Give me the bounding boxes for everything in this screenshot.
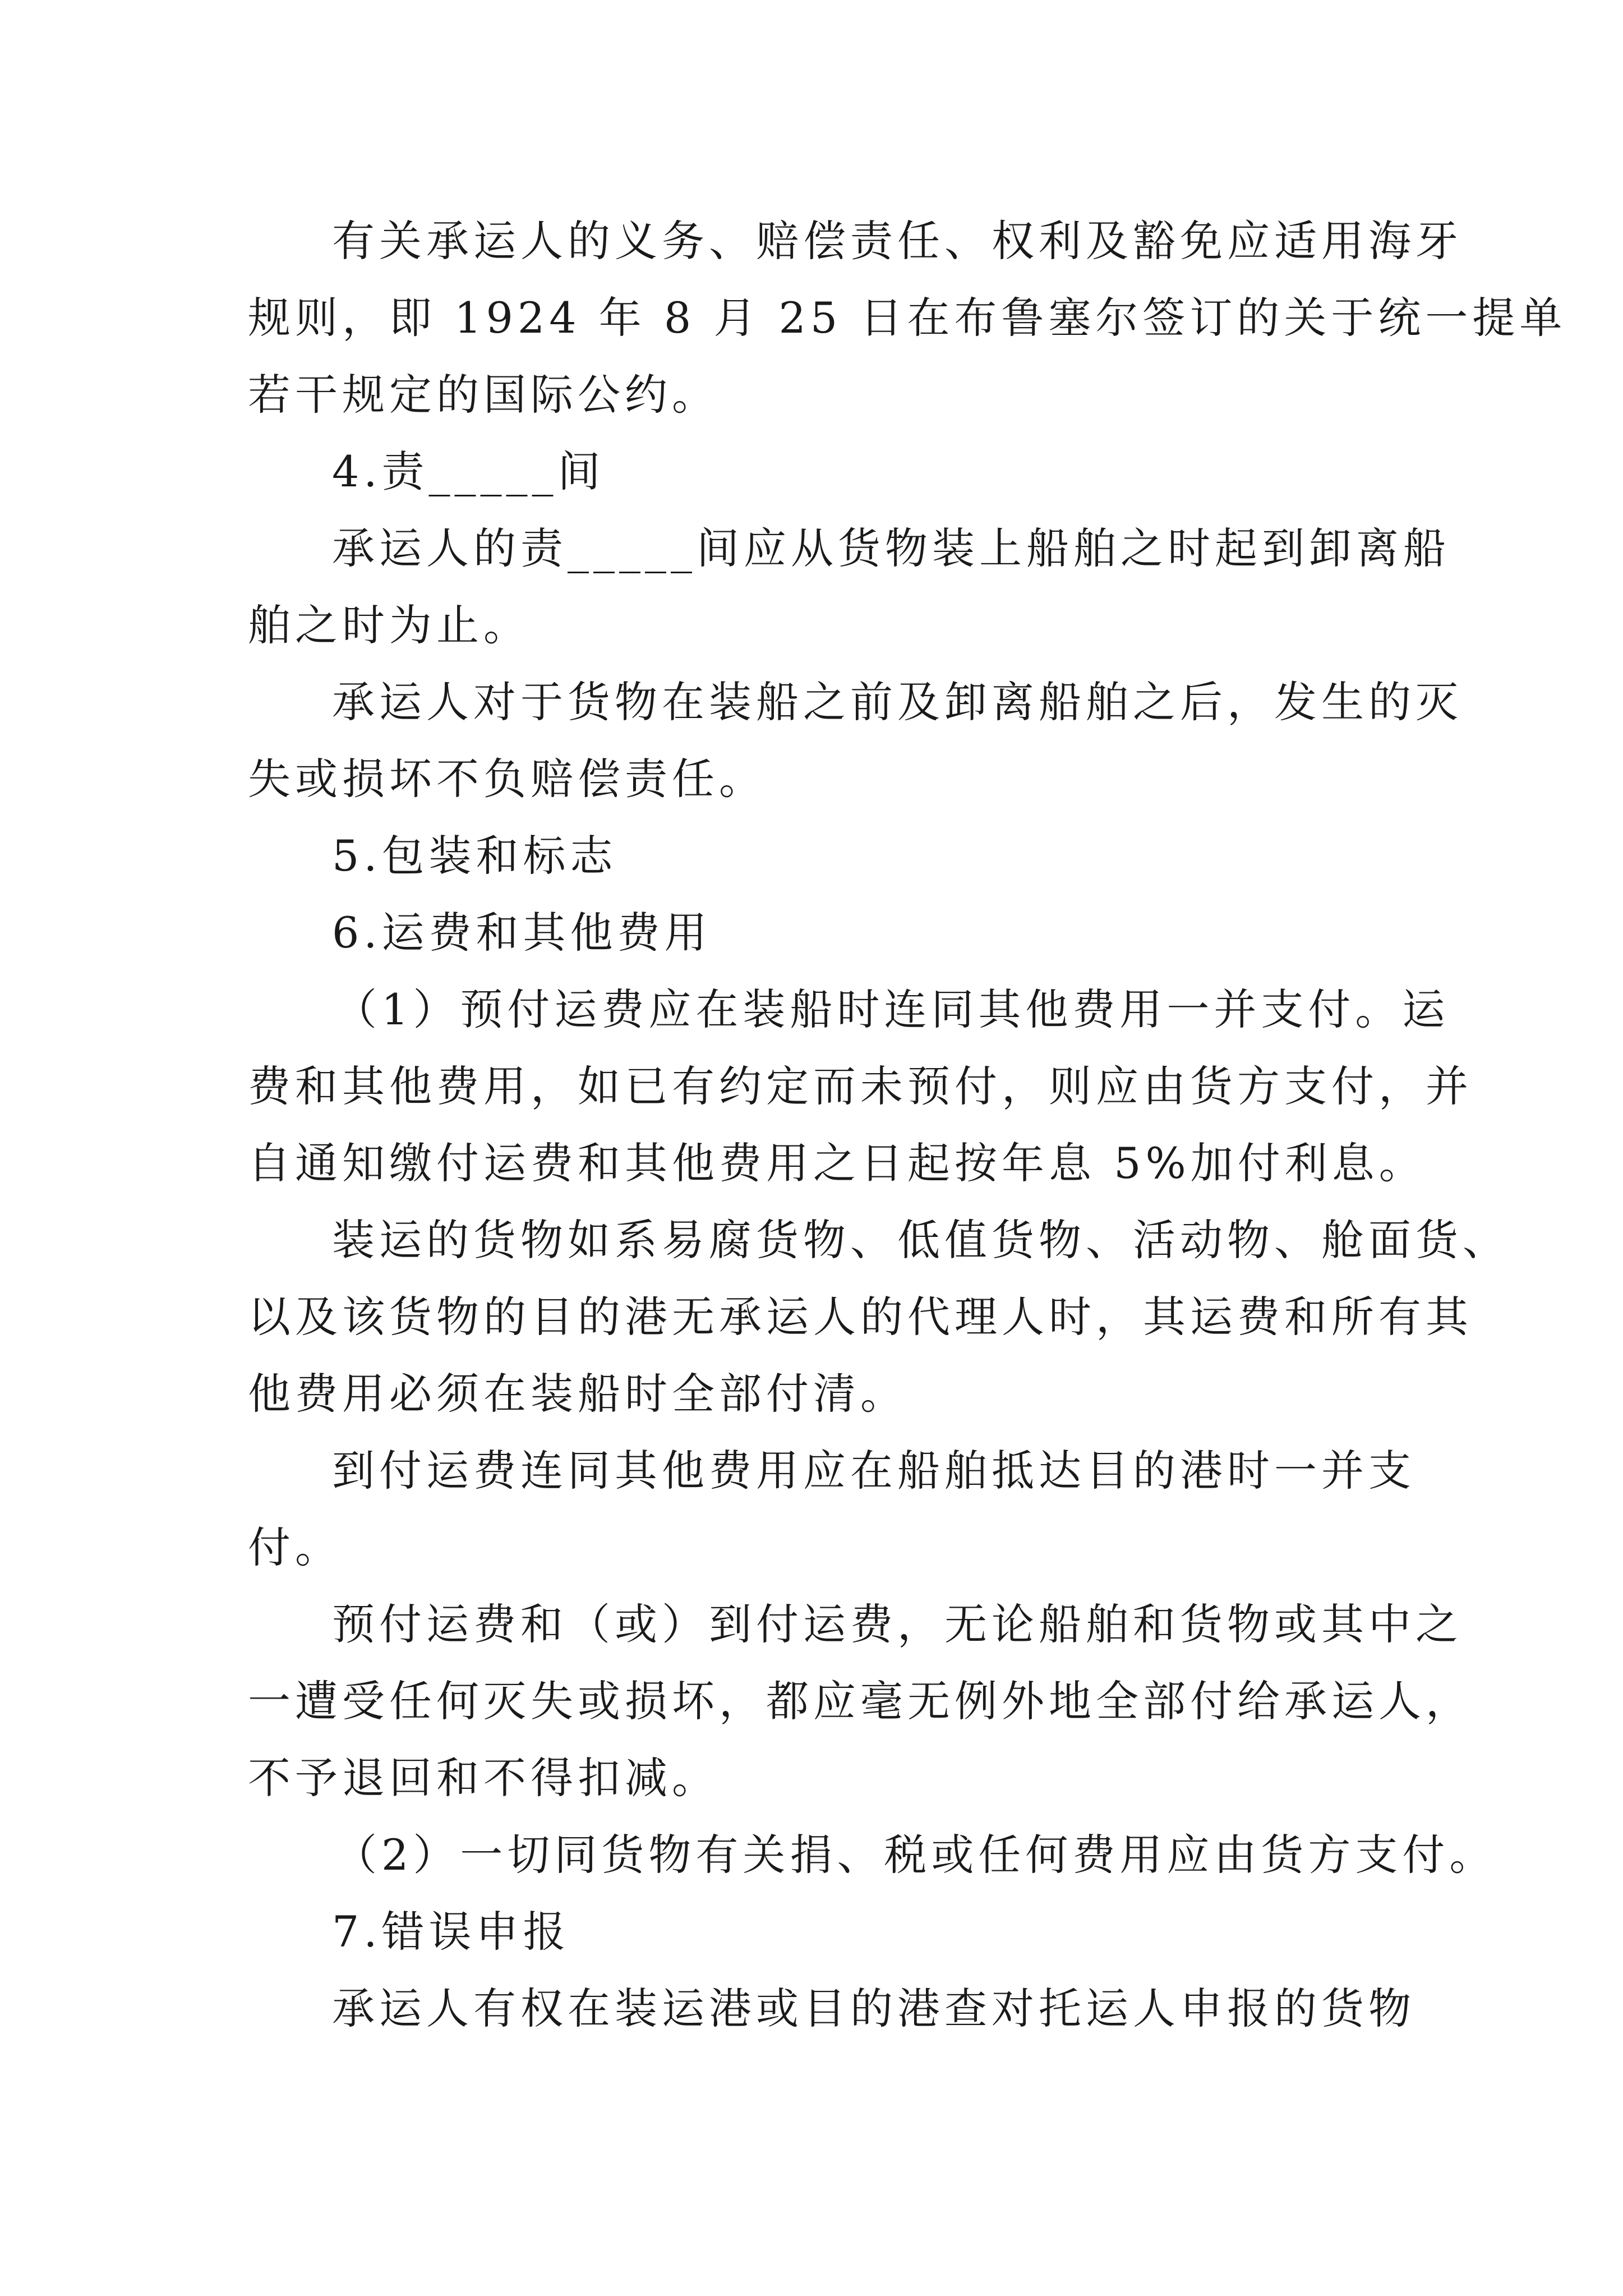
paragraph-line: 若干规定的国际公约。: [248, 370, 719, 420]
paragraph-line: 以及该货物的目的港无承运人的代理人时，其运费和所有其: [248, 1292, 1473, 1342]
paragraph-line: （1）预付运费应在装船时连同其他费用一并支付。运: [334, 984, 1450, 1034]
paragraph-line: 付。: [248, 1522, 342, 1572]
paragraph-line: （2）一切同货物有关捐、税或任何费用应由货方支付。: [334, 1830, 1497, 1880]
paragraph-line: 费和其他费用，如已有约定而未预付，则应由货方支付，并: [248, 1061, 1473, 1111]
section-heading: 7.错误申报: [332, 1907, 570, 1957]
paragraph-line: 预付运费和（或）到付运费，无论船舶和货物或其中之: [332, 1599, 1463, 1649]
section-heading: 5.包装和标志: [332, 831, 617, 881]
section-heading: 4.责_____间: [332, 447, 605, 496]
paragraph-line: 失或损坏不负赔偿责任。: [248, 754, 766, 804]
paragraph-line: 不予退回和不得扣减。: [248, 1753, 719, 1803]
paragraph-line: 承运人有权在装运港或目的港查对托运人申报的货物: [332, 1984, 1415, 2033]
paragraph-line: 到付运费连同其他费用应在船舶抵达目的港时一并支: [332, 1446, 1415, 1496]
paragraph-line: 承运人对于货物在装船之前及卸离船舶之后，发生的灭: [332, 677, 1463, 727]
paragraph-line: 他费用必须在装船时全部付清。: [248, 1369, 907, 1419]
paragraph-line: 一遭受任何灭失或损坏，都应毫无例外地全部付给承运人，: [248, 1676, 1473, 1726]
paragraph-line: 装运的货物如系易腐货物、低值货物、活动物、舱面货、: [332, 1215, 1510, 1265]
paragraph-line: 舶之时为止。: [248, 600, 531, 650]
paragraph-line: 有关承运人的义务、赔偿责任、权利及豁免应适用海牙: [332, 216, 1463, 266]
paragraph-line: 承运人的责_____间应从货物装上船舶之时起到卸离船: [332, 523, 1450, 573]
section-heading: 6.运费和其他费用: [332, 908, 712, 958]
paragraph-line: 规则，即 1924 年 8 月 25 日在布鲁塞尔签订的关于统一提单: [248, 293, 1567, 343]
paragraph-line: 自通知缴付运费和其他费用之日起按年息 5%加付利息。: [248, 1138, 1426, 1188]
